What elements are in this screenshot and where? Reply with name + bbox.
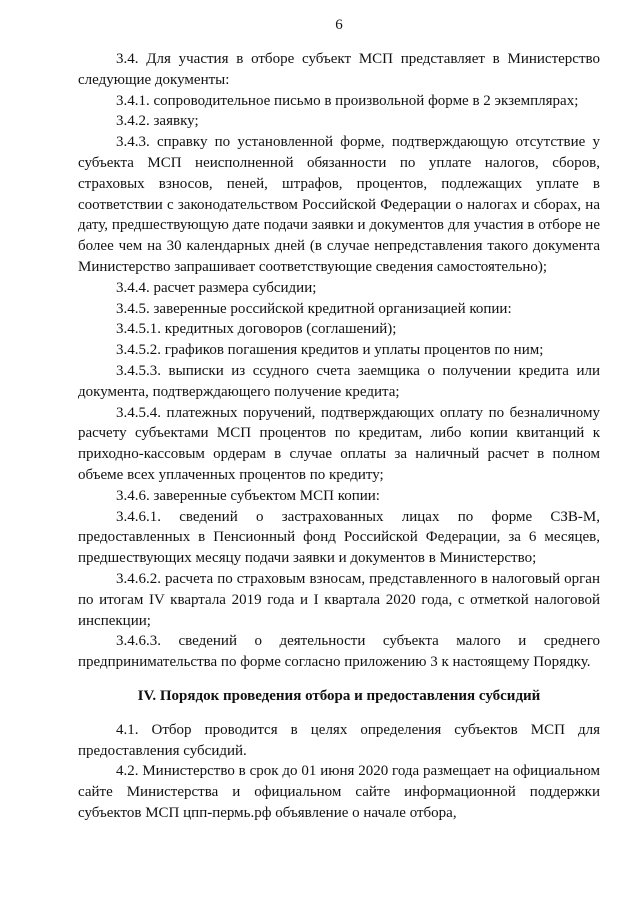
paragraph-3-4-2: 3.4.2. заявку; <box>116 113 199 130</box>
page-number: 6 <box>335 17 343 33</box>
paragraph-3-4-5-3: 3.4.5.3. выписки из ссудного счета заемщика о получении кредита или документа, подтверждающего получение кредита; <box>78 362 600 400</box>
paragraph-3-4-1: 3.4.1. сопроводительное письмо в произвольной форме в 2 экземплярах; <box>116 92 579 109</box>
paragraph-3-4-6-3: 3.4.6.3. сведений о деятельности субъекта малого и среднего предпринимательства по форме согласно приложению 3 к настоящему Порядку. <box>78 633 600 671</box>
paragraph-3-4-4: 3.4.4. расчет размера субсидии; <box>116 279 317 296</box>
paragraph-4-2: 4.2. Министерство в срок до 01 июня 2020 года размещает на официальном сайте Министерства и официальном сайте информационной поддержки субъектов МСП цпп-пермь.рф объявление о начале отбора, <box>78 763 600 821</box>
paragraph-3-4-6: 3.4.6. заверенные субъектом МСП копии: <box>116 487 380 504</box>
paragraph-4-1: 4.1. Отбор проводится в целях определения субъектов МСП для предоставления субсидий. <box>78 721 600 759</box>
paragraph-3-4-5: 3.4.5. заверенные российской кредитной организацией копии: <box>116 300 512 317</box>
paragraph-3-4-6-1: 3.4.6.1. сведений о застрахованных лицах по форме СЗВ-М, предоставленных в Пенсионный фонд Российской Федерации, за 6 месяцев, предшествующих месяцу подачи заявки и документов в Министерство; <box>78 508 600 567</box>
paragraph-3-4-5-4: 3.4.5.4. платежных поручений, подтверждающих оплату по безналичному расчету субъектами МСП процентов по кредитам, либо копии квитанций к приходно-кассовым ордерам в случае оплаты за наличный расчет в полном объеме всех уплаченных процентов по кредиту; <box>78 404 600 483</box>
paragraph-3-4-6-2: 3.4.6.2. расчета по страховым взносам, представленного в налоговый орган по итогам IV квартала 2019 года и I квартала 2020 года, с отметкой налоговой инспекции; <box>78 570 600 629</box>
paragraph-3-4-5-2: 3.4.5.2. графиков погашения кредитов и уплаты процентов по ним; <box>116 342 544 359</box>
paragraph-3-4: 3.4. Для участия в отборе субъект МСП представляет в Министерство следующие документы: <box>78 51 600 88</box>
paragraph-3-4-5-1: 3.4.5.1. кредитных договоров (соглашений); <box>116 321 397 338</box>
document-body <box>78 49 600 824</box>
section-heading: IV. Порядок проведения отбора и предоставления субсидий <box>137 687 541 704</box>
paragraph-3-4-3: 3.4.3. справку по установленной форме, подтверждающую отсутствие у субъекта МСП неисполненной обязанности по уплате налогов, сборов, страховых взносов, пеней, штрафов, процентов, подлежащих уплате в соответствии с законодательством Российской Федерации о налогах и сборах, на дату, предшествующую дате подачи заявки и документов для участия в отборе не более чем на 30 календарных дней (в случае непредставления такого документа Министерство запрашивает соответствующие сведения самостоятельно); <box>78 134 600 275</box>
